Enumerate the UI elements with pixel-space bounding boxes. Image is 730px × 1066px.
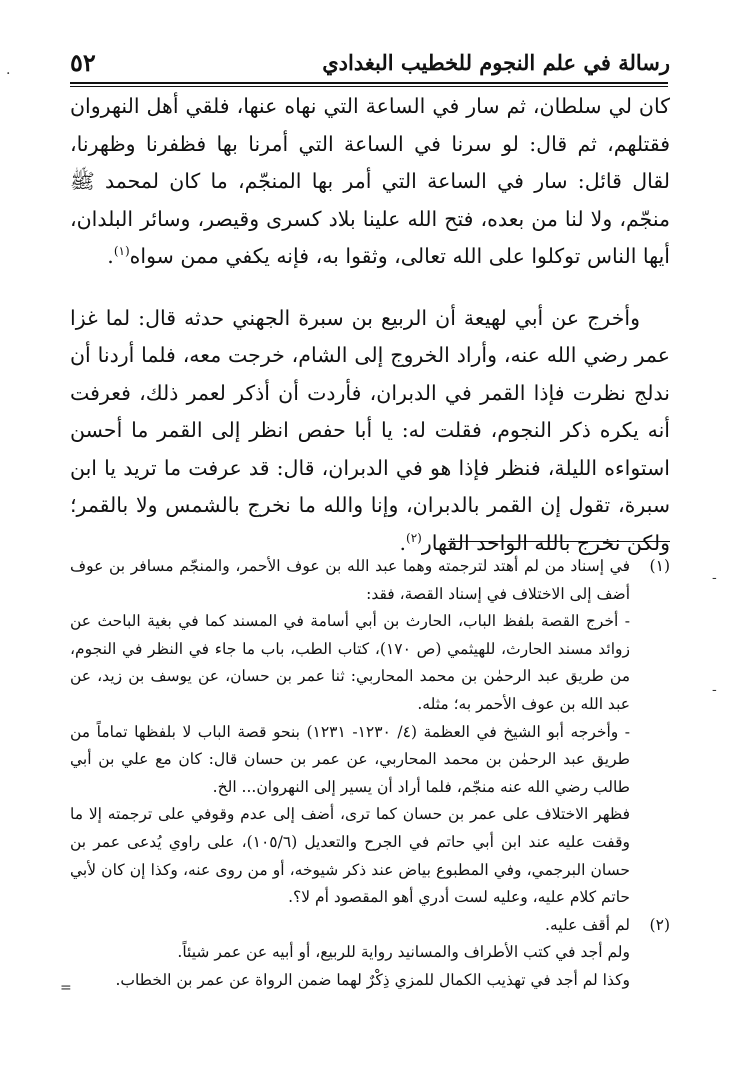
footnote-line: في إسناد من لم أهتد لترجمته وهما عبد الله بن عوف الأحمر، والمنجّم مسافر بن عوف أضف إلى الاختلاف في إسناد القصة، فقد: bbox=[70, 557, 630, 603]
footnote-body bbox=[70, 553, 630, 912]
page-number: ٥٢ bbox=[70, 48, 96, 77]
page-header bbox=[70, 28, 670, 78]
footnote-ref-2: (٢) bbox=[406, 530, 422, 545]
footnote-line: لم أقف عليه. bbox=[545, 915, 630, 934]
footnote-line: - أخرج القصة بلفظ الباب، الحارث بن أبي أسامة في المسند كما في بغية الباحث عن زوائد مسند الحارث، للهيثمي (ص ١٧٠)، كتاب الطب، باب ما جاء في النظر في النجوم، من طريق عبد الرحمٰن بن محمد المحاربي: ثنا عمر بن حسان، عن يوسف بن زيد، عن عبد الله بن عوف الأحمر به؛ مثله. bbox=[70, 612, 630, 713]
footnote-ref-1: (١) bbox=[113, 244, 130, 259]
margin-mark: = bbox=[60, 980, 72, 996]
paragraph-2-end: . bbox=[399, 530, 406, 555]
footnotes bbox=[70, 553, 670, 995]
paragraph-1-text: كان لي سلطان، ثم سار في الساعة التي نهاه عنها، فلقي أهل النهروان فقتلهم، ثم قال: لو سرنا في الساعة التي أمرنا بها فظفرنا وظهرنا، لقال قائل: سار في الساعة التي أمر بها المنجّم، ما كان لمحمد ﷺ منجّم، ولا لنا من بعده، فتح الله علينا بلاد كسرى وقيصر، وسائر البلدان، أيها الناس توكلوا على الله تعالى، وثقوا به، فإنه يكفي ممن سواه bbox=[70, 94, 670, 268]
footnote-line: ولم أجد في كتب الأطراف والمسانيد رواية للربيع، أو أبيه عن عمر شيئاً. bbox=[177, 943, 630, 962]
footnote-line: وكذا لم أجد في تهذيب الكمال للمزي ذِكْرٌ لهما ضمن الرواة عن عمر بن الخطاب. bbox=[115, 970, 630, 989]
margin-dot: - bbox=[712, 570, 717, 586]
paragraph-2-text: وأخرج عن أبي لهيعة أن الربيع بن سبرة الجهني حدثه قال: لما غزا عمر رضي الله عنه، وأراد الخروج إلى الشام، خرجت معه، فلما أردنا أن ندلج نظرت فإذا القمر في الدبران، فأردت أن أذكر لعمر ذلك، فعرفت أنه يكره ذكر النجوم، فقلت له: يا أبا حفص انظر إلى القمر ما أحسن استواءه الليلة، فنظر فإذا هو في الدبران، قال: قد عرفت ما تريد يا ابن سبرة، تقول إن القمر بالدبران، وإنا والله ما نخرج بالشمس ولا بالقمر؛ ولكن نخرج بالله الواحد القهار bbox=[70, 305, 670, 555]
main-text bbox=[70, 88, 670, 562]
footnote-body bbox=[70, 912, 630, 995]
footnote-line: فظهر الاختلاف على عمر بن حسان كما ترى، أضف إلى عدم وقوفي على ترجمته إلا ما وقفت عليه عند ابن أبي حاتم في الجرح والتعديل (١٠٥/٦)، على راوي يُدعى عمر بن حسان البرجمي، وفي المطبوع بياض عند ذكر شيوخه، أو من روى عنه، وكذا إن كان لأبي حاتم كلام عليه، وعليه لست أدري أهو المقصود أم لا؟. bbox=[70, 805, 630, 907]
header-rule bbox=[70, 82, 668, 87]
margin-dot: - bbox=[712, 682, 717, 698]
footnote-1 bbox=[70, 553, 670, 912]
footnote-number: (٢) bbox=[649, 915, 670, 934]
paragraph-1-end: . bbox=[107, 244, 114, 268]
paragraph-1 bbox=[70, 88, 670, 276]
footnote-line: - وأخرجه أبو الشيخ في العظمة (٤/ ١٢٣٠- ١٢٣١) بنحو قصة الباب لا بلفظها تماماً من طريق عبد الرحمٰن بن محمد المحاربي، عن عمر بن حسان قال: كان مع علي بن أبي طالب رضي الله عنه منجّم، فلما أراد أن يسير إلى النهروان... الخ. bbox=[70, 722, 630, 796]
running-title: رسالة في علم النجوم للخطيب البغدادي bbox=[322, 50, 670, 75]
footnote-rule bbox=[448, 541, 670, 542]
footnote-number: (١) bbox=[649, 557, 670, 575]
paragraph-2 bbox=[70, 300, 670, 563]
margin-dot: . bbox=[6, 62, 11, 78]
footnote-2 bbox=[70, 912, 670, 995]
